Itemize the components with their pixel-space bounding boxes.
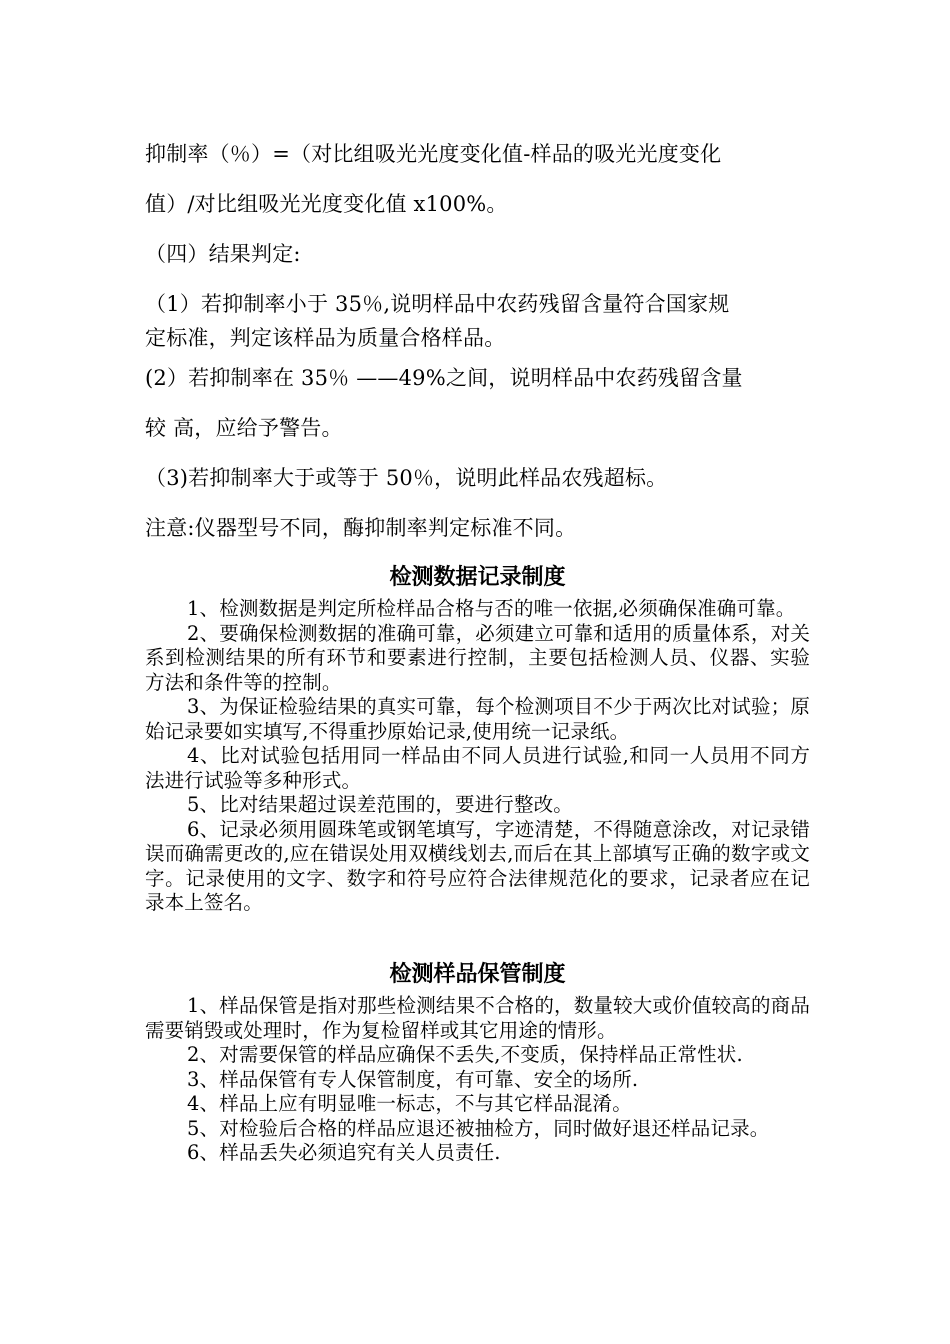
intro-line-2: 值）/对比组吸光光度变化值 x100%。 — [145, 192, 508, 216]
rule-item: 4、比对试验包括用同一样品由不同人员进行试验,和同一人员用不同方法进行试验等多种形式。 — [145, 744, 810, 792]
intro-line-7: 较 高，应给予警告。 — [145, 416, 343, 440]
section-data-records-body — [145, 597, 810, 916]
rule-item: 6、样品丢失必须追究有关人员责任. — [187, 1141, 501, 1164]
rule-item: 3、为保证检验结果的真实可靠，每个检测项目不少于两次比对试验；原始记录要如实填写,不得重抄原始记录,使用统一记录纸。 — [145, 695, 810, 743]
section-title-sample-storage: 检测样品保管制度 — [389, 962, 566, 987]
rule-item: 5、对检验后合格的样品应退还被抽检方，同时做好退还样品记录。 — [187, 1116, 770, 1140]
note-line: 注意:仪器型号不同，酶抑制率判定标准不同。 — [145, 516, 577, 540]
intro-line-4: （1）若抑制率小于 35％,说明样品中农药残留含量符合国家规 — [145, 292, 730, 316]
intro-line-6: (2）若抑制率在 35％ ——49%之间，说明样品中农药残留含量 — [145, 366, 743, 390]
intro-line-1: 抑制率（％）=（对比组吸光光度变化值-样品的吸光光度变化 — [145, 142, 722, 166]
rule-item: 6、记录必须用圆珠笔或钢笔填写，字迹清楚，不得随意涂改，对记录错误而确需更改的,应在错误处用双横线划去,而后在其上部填写正确的数字或文字。记录使用的文字、数字和符号应符合法律规范化的要求，记录者应在记录本上签名。 — [145, 817, 810, 914]
result-heading: （四）结果判定: — [145, 242, 301, 266]
rule-item: 4、样品上应有明显唯一标志，不与其它样品混淆。 — [187, 1092, 632, 1115]
rule-item: 2、要确保检测数据的准确可靠，必须建立可靠和适用的质量体系，对关系到检测结果的所有环节和要素进行控制，主要包括检测人员、仪器、实验方法和条件等的控制。 — [145, 621, 810, 694]
rule-item: 5、比对结果超过误差范围的，要进行整改。 — [187, 793, 573, 816]
section-title-data-records: 检测数据记录制度 — [389, 565, 566, 590]
rule-item: 1、样品保管是指对那些检测结果不合格的，数量较大或价值较高的商品需要销毁或处理时，作为复检留样或其它用途的情形。 — [145, 994, 810, 1042]
rule-item: 2、对需要保管的样品应确保不丢失,不变质，保持样品正常性状. — [187, 1043, 743, 1066]
intro-line-8: （3)若抑制率大于或等于 50％，说明此样品农残超标。 — [145, 466, 668, 490]
rule-item: 3、样品保管有专人保管制度，有可靠、安全的场所. — [187, 1067, 639, 1091]
intro-line-5: 定标准，判定该样品为质量合格样品。 — [145, 326, 506, 350]
section-sample-storage-body — [145, 994, 810, 1166]
rule-item: 1、检测数据是判定所检样品合格与否的唯一依据,必须确保准确可靠。 — [187, 597, 796, 620]
